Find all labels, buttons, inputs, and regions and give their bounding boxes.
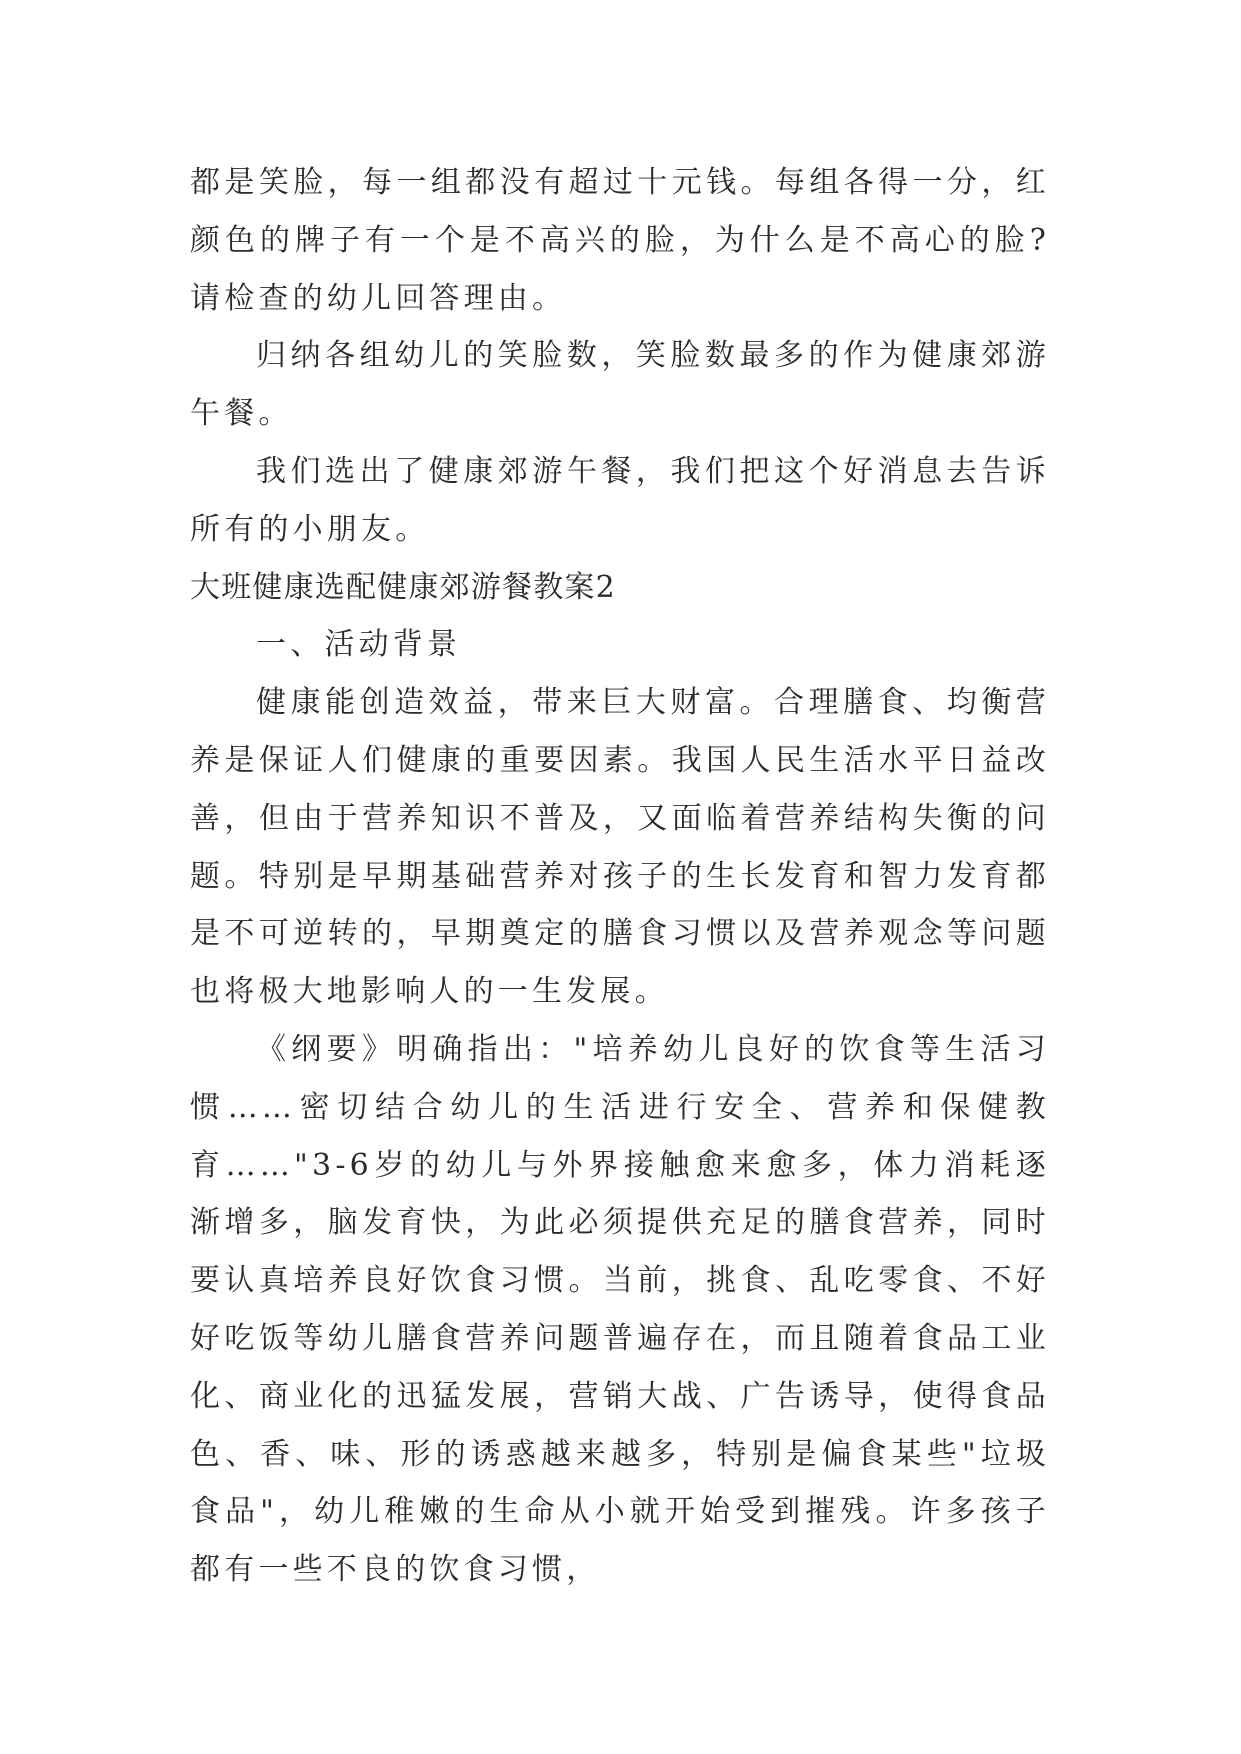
section-title: 大班健康选配健康郊游餐教案2 xyxy=(190,569,616,605)
document-body xyxy=(190,154,1050,1599)
paragraph-outline-quote: 《纲要》明确指出："培养幼儿良好的饮食等生活习惯……密切结合幼儿的生活进行安全、营养和保健教育……"3-6岁的幼儿与外界接触愈来愈多，体力消耗逐渐增多，脑发育快，为此必须提供充足的膳食营养，同时要认真培养良好饮食习惯。当前，挑食、乱吃零食、不好好吃饭等幼儿膳食营养问题普遍存在，而且随着食品工业化、商业化的迅猛发展，营销大战、广告诱导，使得食品色、香、味、形的诱惑越来越多，特别是偏食某些"垃圾食品"，幼儿稚嫩的生命从小就开始受到摧残。许多孩子都有一些不良的饮食习惯， xyxy=(190,1031,1050,1588)
paragraph-health-background: 健康能创造效益，带来巨大财富。合理膳食、均衡营养是保证人们健康的重要因素。我国人民生活水平日益改善，但由于营养知识不普及，又面临着营养结构失衡的问题。特别是早期基础营养对孩子的生长发育和智力发育都是不可逆转的，早期奠定的膳食习惯以及营养观念等问题也将极大地影响人的一生发展。 xyxy=(190,685,1050,1010)
paragraph-announcement: 我们选出了健康郊游午餐，我们把这个好消息去告诉所有的小朋友。 xyxy=(190,453,1050,547)
paragraph-continuation: 都是笑脸，每一组都没有超过十元钱。每组各得一分，红颜色的牌子有一个是不高兴的脸，为什么是不高心的脸?请检查的幼儿回答理由。 xyxy=(190,165,1050,316)
subheading-activity-background: 一、活动背景 xyxy=(256,627,462,663)
paragraph-summary: 归纳各组幼儿的笑脸数，笑脸数最多的作为健康郊游午餐。 xyxy=(190,338,1050,432)
